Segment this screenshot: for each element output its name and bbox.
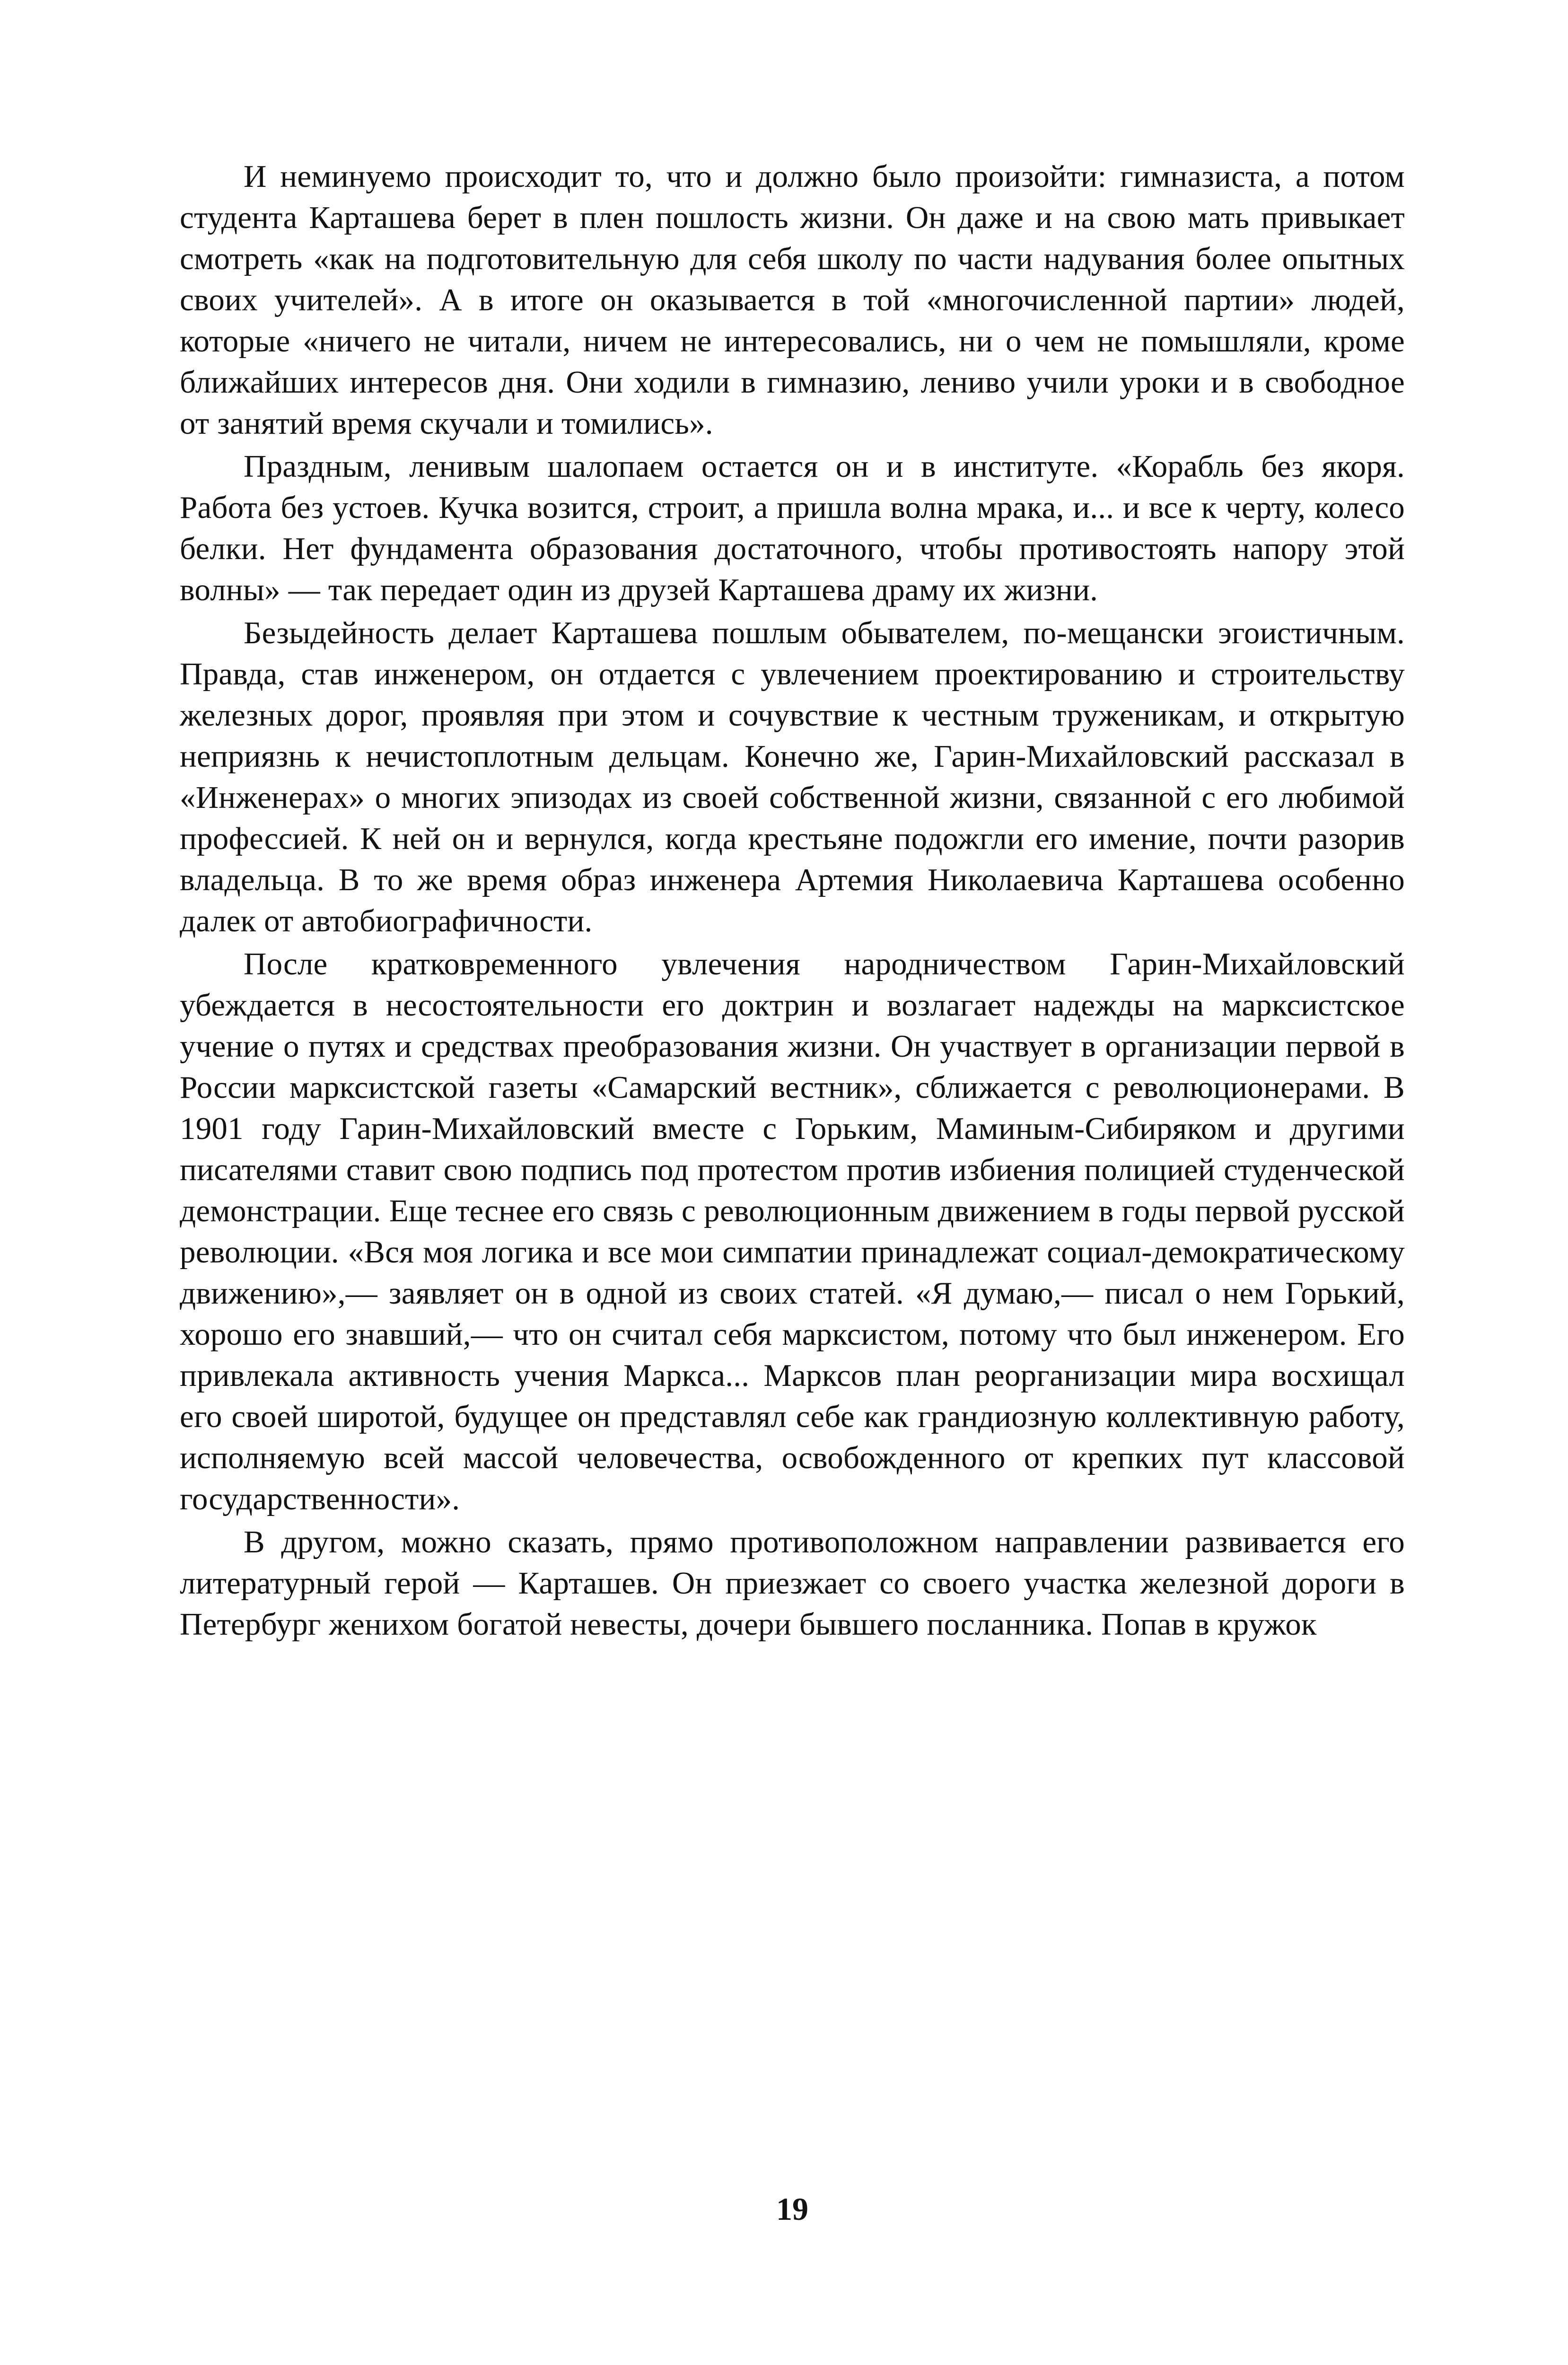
- paragraph-2: Праздным, ленивым шалопаем остается он и в институте. «Корабль без якоря. Работа без устоев. Кучка возится, строит, а пришла волна мрака, и... и все к черту, колесо белки. Нет фундамента образования достаточного, чтобы противостоять напору этой волны» — так передает один из друзей Карташева драму их жизни.: [180, 449, 1405, 607]
- paragraph-1: И неминуемо происходит то, что и должно было произойти: гимназиста, а потом студента Карташева берет в плен пошлость жизни. Он даже и на свою мать привыкает смотреть «как на подготовительную для себя школу по части надувания более опытных своих учителей». А в итоге он оказывается в той «многочисленной партии» людей, которые «ничего не читали, ничем не интересовались, ни о чем не помышляли, кроме ближайших интересов дня. Они ходили в гимназию, лениво учили уроки и в свободное от занятий время скучали и томились».: [180, 159, 1405, 441]
- paragraph-4: После кратковременного увлечения народничеством Гарин-Михайловский убеждается в несостоятельности его доктрин и возлагает надежды на марксистское учение о путях и средствах преобразования жизни. Он участвует в организации первой в России марксистской газеты «Самарский вестник», сближается с революционерами. В 1901 году Гарин-Михайловский вместе с Горьким, Маминым-Сибиряком и другими писателями ставит свою подпись под протестом против избиения полицией студенческой демонстрации. Еще теснее его связь с революционным движением в годы первой русской революции. «Вся моя логика и все мои симпатии принадлежат социал-демократическому движению»,— заявляет он в одной из своих статей. «Я думаю,— писал о нем Горький, хорошо его знавший,— что он считал себя марксистом, потому что был инженером. Его привлекала активность учения Маркса... Марксов план реорганизации мира восхищал его своей широтой, будущее он представлял себе как грандиозную коллективную работу, исполняемую всей массой человечества, освобожденного от крепких пут классовой государственности».: [180, 946, 1405, 1516]
- page-body: [180, 156, 1405, 1647]
- page-number: 19: [776, 2191, 808, 2227]
- paragraph-3: Безыдейность делает Карташева пошлым обывателем, по-мещански эгоистичным. Правда, став инженером, он отдается с увлечением проектированию и строительству железных дорог, проявляя при этом и сочувствие к честным труженикам, и открытую неприязнь к нечистоплотным дельцам. Конечно же, Гарин-Михайловский рассказал в «Инженерах» о многих эпизодах из своей собственной жизни, связанной с его любимой профессией. К ней он и вернулся, когда крестьяне подожгли его имение, почти разорив владельца. В то же время образ инженера Артемия Николаевича Карташева особенно далек от автобиографичности.: [180, 615, 1405, 938]
- book-page: [180, 156, 1405, 2294]
- paragraph-5: В другом, можно сказать, прямо противоположном направлении развивается его литературный герой — Карташев. Он приезжает со своего участка железной дороги в Петербург женихом богатой невесты, дочери бывшего посланника. Попав в кружок: [180, 1524, 1405, 1642]
